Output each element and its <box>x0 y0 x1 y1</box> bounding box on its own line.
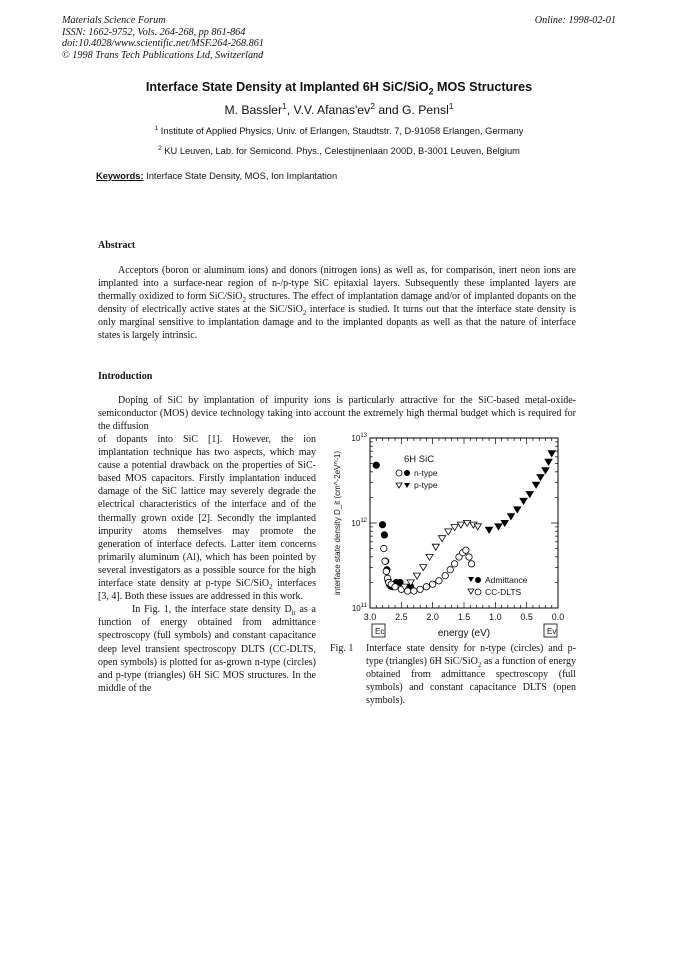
data-point <box>464 520 471 526</box>
caption-label: Fig. 1 <box>330 643 354 654</box>
data-point <box>445 529 452 535</box>
data-point <box>545 459 552 465</box>
data-point <box>537 475 544 481</box>
journal-copyright: © 1998 Trans Tech Publications Ltd, Switzerland <box>62 49 264 61</box>
legend-open-triangle <box>396 483 402 488</box>
legend-n-type-label: n-type <box>414 468 438 478</box>
x-tick-label: 2.5 <box>395 612 408 622</box>
online-date: Online: 1998-02-01 <box>534 15 616 26</box>
y-tick-labels <box>351 433 367 613</box>
svg-text:Ec: Ec <box>375 627 385 636</box>
data-point <box>411 588 417 594</box>
data-point <box>392 584 398 590</box>
data-point <box>381 532 387 538</box>
introduction-column <box>98 433 316 695</box>
legend-methods <box>468 575 528 597</box>
legend-title: 6H SiC <box>404 454 435 465</box>
x-tick-label: 0.5 <box>520 612 533 622</box>
paper-title: Interface State Density at Implanted 6H SiC/SiO$_2$ MOS Structures <box>145 80 533 97</box>
y-tick-label: $10^{13}$ <box>351 433 367 443</box>
data-point <box>429 581 435 587</box>
data-point <box>463 547 469 553</box>
y-axis-title: interface state density D_it (cm^-2eV^-1) <box>333 450 342 596</box>
legend-open-circle <box>396 470 402 476</box>
x-axis-title: energy (eV) <box>437 628 491 639</box>
data-point <box>548 451 555 457</box>
data-point <box>417 586 423 592</box>
y-tick-label: $10^{11}$ <box>351 603 367 613</box>
data-point <box>468 561 474 567</box>
data-point <box>526 492 533 498</box>
introduction-heading: Introduction <box>98 371 153 382</box>
legend-full-circle <box>404 470 410 476</box>
data-point <box>542 468 549 474</box>
x-tick-label: 0.0 <box>551 612 565 622</box>
keywords-text: Interface State Density, MOS, Ion Implantation <box>143 171 338 181</box>
introduction-lead: Doping of SiC by implantation of impurity ions is particularly attractive for the SiC-based metal-oxide-semiconductor (MOS) device technology taking into account the extremely high thermal budget which is required for the diffusion <box>98 395 576 433</box>
data-point <box>379 522 385 528</box>
abstract-heading: Abstract <box>98 240 136 251</box>
data-point <box>436 578 442 584</box>
data-point <box>413 573 420 579</box>
author-list: M. Bassler$^1$, V.V. $Afanas'ev^2$ and G. Pensl$^1$ <box>224 100 454 117</box>
data-point <box>373 462 379 468</box>
data-point <box>507 514 514 520</box>
data-point <box>382 558 388 564</box>
affiliation-1: $^1$ Institute of Applied Physics, Univ. of Erlangen, Staudtstr. 7, D-91058 Erlangen, Germany <box>154 124 524 136</box>
legend-full-triangle <box>404 483 410 488</box>
x-tick-label: 2.0 <box>426 612 439 622</box>
y-tick-label: $10^{12}$ <box>351 518 367 528</box>
caption-text: Interface state density for n-type (circles) and p-type (triangles) 6H SiC/SiO$_2$ as a function of energy obtained from admittance spectroscopy (full symbols) and constant capacitance DLTS (open symbols). <box>366 643 577 707</box>
journal-header <box>62 15 264 61</box>
data-point <box>485 527 492 533</box>
legend-admittance-triangle <box>468 577 474 582</box>
data-point <box>438 536 445 542</box>
data-point <box>442 573 448 579</box>
data-point <box>426 554 433 560</box>
x-tick-label: 3.0 <box>363 612 377 622</box>
data-point <box>383 568 389 574</box>
data-point <box>514 507 521 513</box>
x-tick-label: 1.0 <box>489 612 502 622</box>
x-tick-label: 1.5 <box>457 612 471 622</box>
band-edge-ec-label <box>372 624 385 637</box>
legend-admittance-circle <box>475 577 481 583</box>
legend-n-type <box>396 468 438 478</box>
x-tick-labels <box>364 612 565 622</box>
data-point <box>532 482 539 488</box>
abstract-body: Acceptors (boron or aluminum ions) and donors (nitrogen ions) as well as, for comparison, inert neon ions are implanted into a surface-near region of n-/p-type SiC epitaxial layers. Subsequently these implanted layers are thermally oxidized to form SiC/SiO$_2$ structures. The effect of implantation damage and/or of implanted dopants on the density of electrically active states at the SiC/SiO$_2$ interface is studied. It turns out that the interface state density is only marginal sensitive to implantation damage and to the implanted dopants as well as that the nature of interface states is largely intrinsic. <box>98 265 576 342</box>
band-edge-ev-label <box>544 624 557 637</box>
keywords-label: Keywords <box>96 171 141 181</box>
legend-dlts-label: CC-DLTS <box>485 587 522 597</box>
data-point <box>423 584 429 590</box>
data-point <box>432 544 439 550</box>
figure-1-chart <box>326 426 580 640</box>
svg-text:Ev: Ev <box>547 627 557 636</box>
data-point <box>420 565 427 571</box>
data-point <box>520 498 527 504</box>
data-point <box>495 524 502 530</box>
keywords-line: Keywords: Interface State Density, MOS, Ion Implantation <box>96 171 338 181</box>
journal-name: Materials Science Forum <box>62 15 166 26</box>
affiliation-2: $^2$ KU Leuven, Lab. for Semicond. Phys., Celestijnenlaan 200D, B-3001 Leuven, Belgium <box>158 144 520 156</box>
legend-p-type <box>396 480 438 490</box>
legend-dlts-triangle <box>468 589 474 594</box>
legend-admittance-label: Admittance <box>485 575 528 585</box>
legend-dlts-circle <box>475 589 481 595</box>
intro-paragraph-1: of dopants into SiC [1]. However, the ion implantation technique has two aspects, which may cause a potential drawback on the properties of SiC-based MOS capacitors. Firstly implantation induced damage of the SiC lattice may severely degrade the electrical characteristics of the interface and of the thermally grown oxide [2]. Secondly the implanted impurity atoms themselves may promote the generation of interface defects. Latter item concerns primarily aluminum (Al), which has been pointed by several investigators as a possible source for the high interface state density at p-type SiC/SiO$_2$ interfaces [3, 4]. Both these issues are addressed in this work. <box>98 434 316 603</box>
data-point <box>451 525 458 531</box>
data-point <box>451 561 457 567</box>
journal-issn: ISSN: 1662-9752, Vols. 264-268, pp 861-864 <box>62 26 246 38</box>
data-point <box>474 524 481 530</box>
data-point <box>466 554 472 560</box>
legend-p-type-label: p-type <box>414 480 438 490</box>
data-point <box>447 567 453 573</box>
journal-doi: doi:10.4028/www.scientific.net/MSF.264-268.861 <box>62 38 264 50</box>
intro-paragraph-2: In Fig. 1, the interface state density $D_{it}$ as a function of energy obtained from admittance spectroscopy (full symbols) and constant capacitance deep level transient spectroscopy DLTS (CC-DLTS, open symbols) is plotted for as-grown n-type (circles) and p-type (triangles) 6H SiC MOS structures. In the middle of the <box>98 604 316 694</box>
figure-1-caption <box>330 642 576 707</box>
data-point <box>381 545 387 551</box>
